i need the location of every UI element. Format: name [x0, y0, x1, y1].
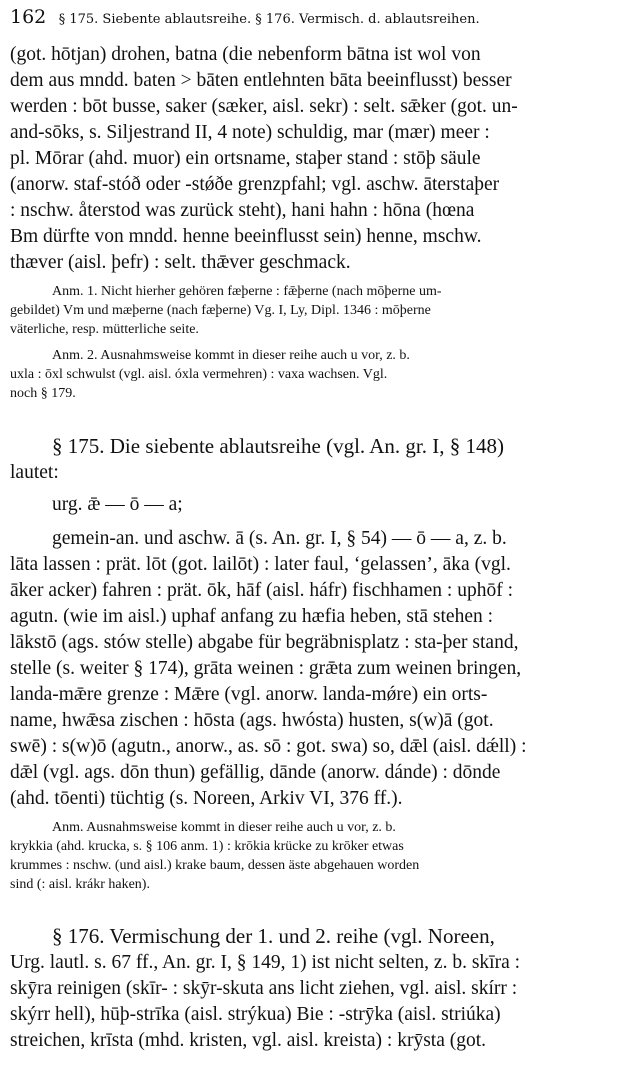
text-line: landa-mǣre grenze : Mǣre (vgl. anorw. landa-mǿre) ein orts- — [10, 684, 488, 705]
text-line: stelle (s. weiter § 174), grāta weinen : grǣta zum weinen bringen, — [10, 658, 522, 679]
text-line: Urg. lautl. s. 67 ff., An. gr. I, § 149, 1) ist nicht selten, z. b. skīra : — [10, 952, 521, 973]
text-line: thæver (aisl. þefr) : selt. thǣver geschmack. — [10, 252, 351, 273]
text-line: werden : bōt busse, saker (sæker, aisl. sekr) : selt. sǣker (got. un- — [10, 96, 518, 117]
note-line: sind (: aisl. krákr haken). — [10, 877, 150, 892]
text-line: lautet: — [10, 462, 59, 483]
text-line: agutn. (wie im aisl.) uphaf anfang zu hæfia heben, stā stehen : — [10, 606, 494, 627]
note-line: Anm. Ausnahmsweise kommt in dieser reihe auch u vor, z. b. — [52, 820, 396, 835]
text-line: and-sōks, s. Siljestrand II, 4 note) schuldig, mar (mær) meer : — [10, 122, 490, 143]
text-line: swē) : s(w)ō (agutn., anorw., as. sō : got. swa) so, dǣl (aisl. dǽll) : — [10, 736, 527, 757]
text-line: dem aus mndd. baten > bāten entlehnten bāta beeinflusst) besser — [10, 70, 512, 91]
text-line: name, hwǣsa zischen : hōsta (ags. hwósta) husten, s(w)ā (got. — [10, 710, 494, 731]
note-line: Anm. 2. Ausnahmsweise kommt in dieser reihe auch u vor, z. b. — [52, 348, 410, 363]
text-line: (ahd. tōenti) tüchtig (s. Noreen, Arkiv VI, 376 ff.). — [10, 788, 403, 809]
running-title: § 175. Siebente ablautsreihe. § 176. Vermisch. d. ablautsreihen. — [58, 12, 480, 27]
note-line: gebildet) Vm und mæþerne (nach fæþerne) Vg. I, Ly, Dipl. 1346 : mōþerne — [10, 303, 431, 318]
text-line: : nschw. återstod was zurück steht), hani hahn : hōna (hœna — [10, 200, 475, 221]
note-line: uxla : ōxl schwulst (vgl. aisl. óxla vermehren) : vaxa wachsen. Vgl. — [10, 367, 388, 382]
note-line: väterliche, resp. mütterliche seite. — [10, 322, 199, 337]
text-line: skýrr hell), hūþ-strīka (aisl. strýkua) Bie : -strȳka (aisl. striúka) — [10, 1004, 501, 1025]
note-line: noch § 179. — [10, 386, 76, 401]
text-line: Bm dürfte von mndd. henne beeinflusst sein) henne, mschw. — [10, 226, 482, 247]
text-line: pl. Mōrar (ahd. muor) ein ortsname, staþer stand : stōþ säule — [10, 148, 481, 169]
text-line: lākstō (ags. stów stelle) abgabe für begräbnisplatz : sta-þer stand, — [10, 632, 519, 653]
text-line: streichen, krīsta (mhd. kristen, vgl. aisl. kreista) : krȳsta (got. — [10, 1030, 487, 1051]
text-line: (anorw. staf-stóð oder -stǿðe grenzpfahl; vgl. aschw. āterstaþer — [10, 174, 500, 195]
text-line: dǣl (vgl. ags. dōn thun) gefällig, dānde (anorw. dánde) : dōnde — [10, 762, 501, 783]
formula-line: urg. ǣ — ō — a; — [52, 494, 183, 515]
note-line: krummes : nschw. (und aisl.) krake baum, dessen äste abgehauen worden — [10, 858, 420, 873]
note-line: Anm. 1. Nicht hierher gehören fæþerne : fǣþerne (nach mōþerne um- — [52, 284, 442, 299]
text-line: āker acker) fahren : prät. ōk, hāf (aisl. háfr) fischhamen : uphōf : — [10, 580, 513, 601]
text-line: gemein-an. und aschw. ā (s. An. gr. I, § 54) — ō — a, z. b. — [52, 528, 507, 549]
text-line: (got. hōtjan) drohen, batna (die nebenform bātna ist wol von — [10, 44, 481, 65]
text-line: lāta lassen : prät. lōt (got. lailōt) : later faul, ‘gelassen’, āka (vgl. — [10, 554, 511, 575]
running-header — [10, 6, 610, 30]
section-heading-176: § 176. Vermischung der 1. und 2. reihe (vgl. Noreen, — [52, 924, 495, 948]
section-heading-175: § 175. Die siebente ablautsreihe (vgl. An. gr. I, § 148) — [52, 434, 504, 458]
note-line: krykkia (ahd. krucka, s. § 106 anm. 1) : krōkia krücke zu krōker etwas — [10, 839, 404, 854]
page-number: 162 — [10, 6, 47, 28]
text-line: skȳra reinigen (skīr- : skȳr-skuta ans licht ziehen, vgl. aisl. skírr : — [10, 978, 518, 999]
